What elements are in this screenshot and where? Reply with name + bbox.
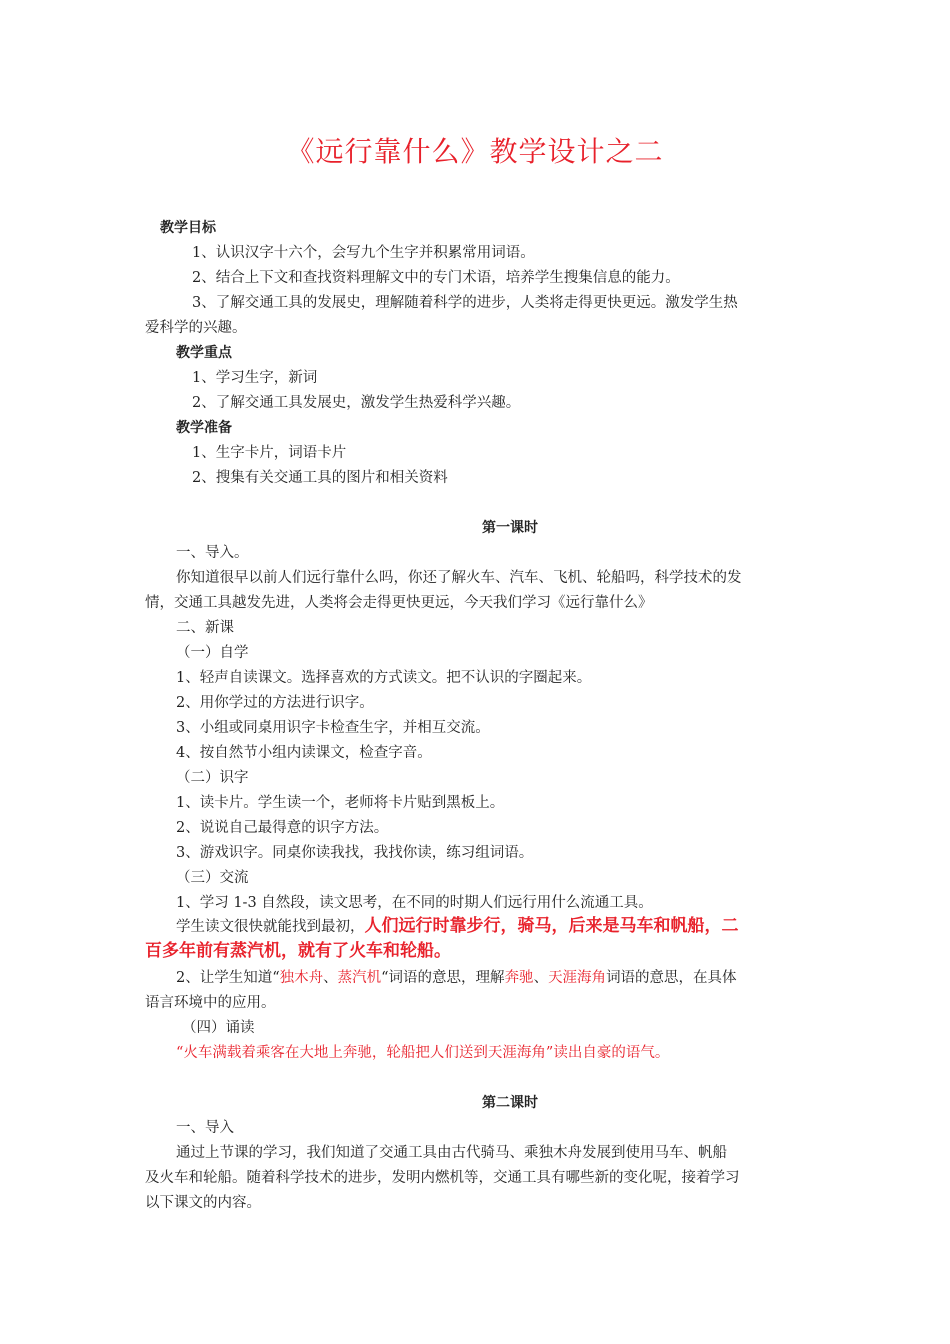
preparation-item: 1、生字卡片，词语卡片 xyxy=(192,445,347,461)
goal-item: 爱科学的兴趣。 xyxy=(145,320,247,336)
self-study-item: 3、小组或同桌用识字卡检查生字，并相互交流。 xyxy=(176,720,490,736)
recite-heading: （四）诵读 xyxy=(182,1020,255,1036)
document-title: 《远行靠什么》教学设计之二 xyxy=(286,135,664,168)
lesson2-intro-heading: 一、导入 xyxy=(176,1120,234,1136)
char-heading: （二）识字 xyxy=(176,770,249,786)
self-study-item: 4、按自然节小组内读课文，检查字音。 xyxy=(176,745,432,761)
term-highlight: 奔驰 xyxy=(504,970,534,986)
key-points-heading: 教学重点 xyxy=(176,345,232,361)
goal-item: 2、结合上下文和查找资料理解文中的专门术语，培养学生搜集信息的能力。 xyxy=(192,270,680,286)
exchange-item-2-cont: 语言环境中的应用。 xyxy=(145,995,276,1011)
key-point-item: 2、了解交通工具发展史，激发学生热爱科学兴趣。 xyxy=(192,395,521,411)
exchange-answer-cont xyxy=(145,939,785,965)
char-item: 3、游戏识字。同桌你读我找，我找你读，练习组词语。 xyxy=(176,845,534,861)
text-run: 词语的意思，在具体 xyxy=(606,970,737,986)
exchange-heading: （三）交流 xyxy=(176,870,249,886)
lesson1-intro-text: 情，交通工具越发先进，人类将会走得更快更远，今天我们学习《远行靠什么》 xyxy=(145,595,653,611)
answer-highlight: 人们远行时靠步行，骑马，后来是马车和帆船，二 xyxy=(364,916,739,936)
key-point-item: 1、学习生字，新词 xyxy=(192,370,318,386)
lesson2-text: 以下课文的内容。 xyxy=(145,1195,261,1211)
text-run: “词语的意思，理解 xyxy=(381,970,505,986)
recite-tail: 读出自豪的语气。 xyxy=(553,1045,670,1061)
lesson2-heading: 第二课时 xyxy=(482,1095,538,1111)
self-study-heading: （一）自学 xyxy=(176,645,249,661)
exchange-answer xyxy=(176,914,816,940)
lesson1-intro-heading: 一、导入。 xyxy=(176,545,249,561)
self-study-item: 1、轻声自读课文。选择喜欢的方式读文。把不认识的字圈起来。 xyxy=(176,670,592,686)
lesson1-new-heading: 二、新课 xyxy=(176,620,234,636)
lesson2-text: 及火车和轮船。随着科学技术的进步，发明内燃机等，交通工具有哪些新的变化呢，接着学习 xyxy=(145,1170,740,1186)
lesson1-heading: 第一课时 xyxy=(482,520,538,536)
char-item: 1、读卡片。学生读一个，老师将卡片贴到黑板上。 xyxy=(176,795,505,811)
goals-heading: 教学目标 xyxy=(160,220,216,236)
exchange-item-2 xyxy=(176,966,816,991)
preparation-heading: 教学准备 xyxy=(176,420,232,436)
char-item: 2、说说自己最得意的识字方法。 xyxy=(176,820,389,836)
recite-text xyxy=(176,1041,816,1066)
term-highlight: 独木舟 xyxy=(279,970,324,986)
recite-quote: “火车满载着乘客在大地上奔驰，轮船把人们送到天涯海角” xyxy=(176,1045,554,1061)
lesson2-text: 通过上节课的学习，我们知道了交通工具由古代骑马、乘独木舟发展到使用马车、帆船 xyxy=(176,1145,727,1161)
self-study-item: 2、用你学过的方法进行识字。 xyxy=(176,695,374,711)
answer-highlight: 百多年前有蒸汽机，就有了火车和轮船。 xyxy=(145,941,451,961)
goal-item: 1、认识汉字十六个，会写九个生字并积累常用词语。 xyxy=(192,245,535,261)
text-run: 、 xyxy=(323,970,338,986)
goal-item: 3、了解交通工具的发展史，理解随着科学的进步，人类将走得更快更远。激发学生热 xyxy=(192,295,738,311)
lesson1-intro-text: 你知道很早以前人们远行靠什么吗，你还了解火车、汽车、飞机、轮船吗，科学技术的发 xyxy=(176,570,742,586)
exchange-item: 1、学习 1-3 自然段，读文思考，在不同的时期人们远行用什么流通工具。 xyxy=(176,895,653,911)
preparation-item: 2、搜集有关交通工具的图片和相关资料 xyxy=(192,470,448,486)
answer-prefix: 学生读文很快就能找到最初， xyxy=(176,919,365,935)
text-run: 、 xyxy=(533,970,549,986)
term-highlight: 天涯海角 xyxy=(548,970,607,986)
text-run: 2、让学生知道“ xyxy=(176,970,280,986)
term-highlight: 蒸汽机 xyxy=(337,970,382,986)
